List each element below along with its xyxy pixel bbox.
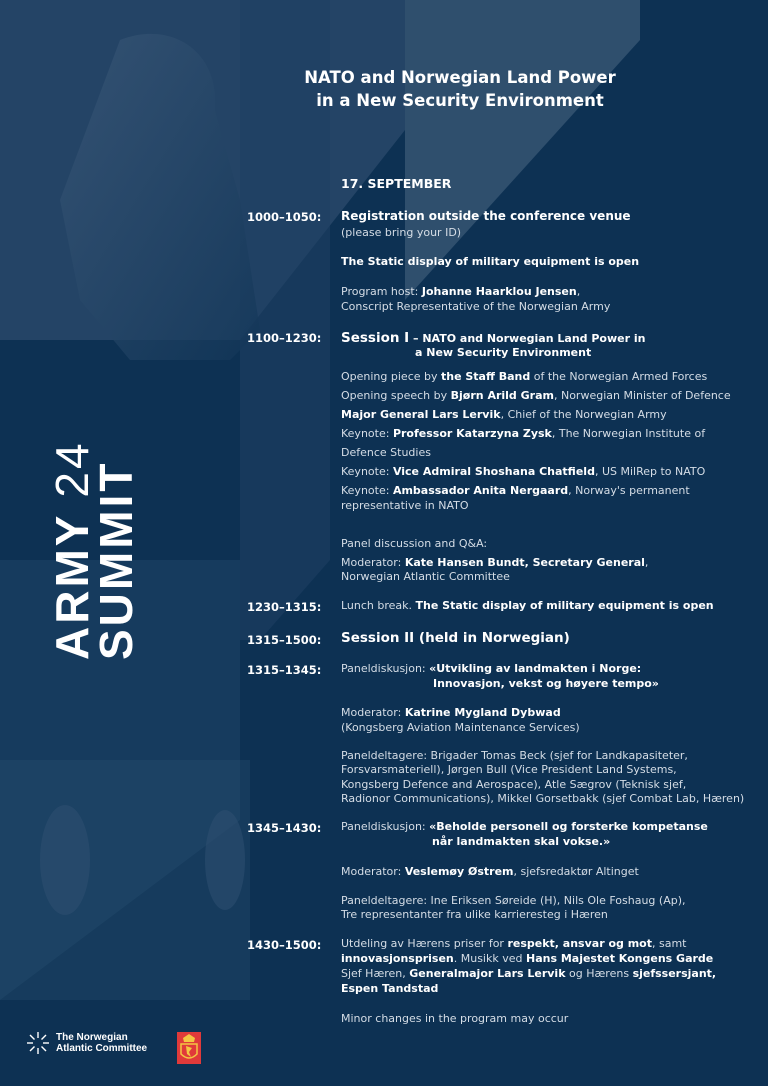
emphasis-text: «Utvikling av landmakten i Norge:: [429, 662, 642, 675]
program-line: [341, 982, 438, 995]
program-line: [432, 835, 610, 848]
body-text: , The Norwegian Institute of: [551, 427, 706, 440]
program-line: [341, 176, 451, 191]
body-text: Forsvarsmateriell), Jørgen Bull (Vice President Land Systems,: [341, 763, 677, 776]
body-text: Paneldiskusjon:: [341, 662, 430, 675]
body-text: Kongsberg Defence and Aerospace), Atle Sægrov (Teknisk sjef,: [341, 778, 687, 791]
army-summit-logo: [46, 380, 142, 660]
sunburst-icon: [26, 1031, 50, 1055]
emphasis-text: 17. SEPTEMBER: [341, 176, 452, 191]
program-line: [341, 408, 667, 421]
emphasis-text: Katrine Mygland Dybwad: [404, 706, 561, 719]
program-line: [341, 908, 608, 921]
emphasis-text: Espen Tandstad: [341, 982, 439, 995]
time-slot: 1430–1500:: [247, 938, 322, 952]
logo-year: 24: [46, 440, 98, 498]
emphasis-text: respekt, ansvar og mot: [507, 937, 652, 950]
body-text: , Chief of the Norwegian Army: [500, 408, 667, 421]
time-slot: 1315–1345:: [247, 663, 322, 677]
emphasis-text: Generalmajor Lars Lervik: [409, 967, 566, 980]
body-text: Keynote:: [341, 484, 393, 497]
program-line: [433, 677, 659, 690]
body-text: , sjefsredaktør Altinget: [513, 865, 639, 878]
program-line: [341, 865, 639, 878]
norwegian-atlantic-committee-logo: [26, 1031, 147, 1055]
program-line: [341, 706, 561, 719]
body-text: , Norwegian Minister of Defence: [553, 389, 731, 402]
emphasis-text: Veslemøy Østrem: [404, 865, 514, 878]
program-line: [341, 226, 461, 239]
body-text: Norwegian Atlantic Committee: [341, 570, 510, 583]
program-line: [341, 499, 469, 512]
event-title: [230, 66, 690, 112]
program-line: [341, 721, 580, 734]
norwegian-army-crest-icon: [177, 1032, 201, 1064]
body-text: Conscript Representative of the Norwegian Army: [341, 300, 611, 313]
emphasis-text: «Beholde personell og forsterke kompetanse: [429, 820, 708, 833]
body-text: Moderator:: [341, 556, 405, 569]
body-text: Moderator:: [341, 706, 405, 719]
emphasis-text: når landmakten skal vokse.»: [432, 835, 611, 848]
emphasis-text: Session I: [341, 330, 410, 346]
emphasis-text: Ambassador Anita Nergaard: [392, 484, 569, 497]
program-line: [341, 763, 677, 776]
body-text: Tre representanter fra ulike karrieresteg i Hæren: [341, 908, 608, 921]
program-line: [341, 662, 641, 675]
program-line: [341, 937, 687, 950]
body-text: Keynote:: [341, 465, 393, 478]
body-text: (Kongsberg Aviation Maintenance Services): [341, 721, 580, 734]
program-line: [341, 967, 716, 980]
time-slot: 1345–1430:: [247, 821, 322, 835]
body-text: , Norway's permanent: [568, 484, 690, 497]
title-line-1: NATO and Norwegian Land Power: [304, 68, 616, 87]
body-text: Panel discussion and Q&A:: [341, 537, 488, 550]
program-line: [341, 209, 631, 223]
emphasis-text: Major General Lars Lervik: [341, 408, 501, 421]
body-text: ,: [576, 285, 581, 298]
program-line: [341, 537, 487, 550]
emphasis-text: Registration outside the conference venue: [341, 209, 631, 223]
body-text: ,: [644, 556, 649, 569]
program-line: [341, 370, 707, 383]
logo-army: ARMY: [46, 513, 98, 660]
emphasis-text: sjefssersjant,: [632, 967, 717, 980]
body-text: Keynote:: [341, 427, 393, 440]
program-line: [341, 1012, 568, 1025]
body-text: Sjef Hæren,: [341, 967, 410, 980]
program-line: [341, 894, 686, 907]
body-text: Paneldiskusjon:: [341, 820, 430, 833]
time-slot: 1000–1050:: [247, 210, 322, 224]
program-line: [341, 749, 688, 762]
emphasis-text: the Staff Band: [441, 370, 531, 383]
body-text: Moderator:: [341, 865, 405, 878]
body-text: of the Norwegian Armed Forces: [530, 370, 708, 383]
program-line: [415, 346, 591, 359]
committee-line-2: Atlantic Committee: [56, 1043, 148, 1054]
emphasis-text: Session II (held in Norwegian): [341, 630, 570, 646]
body-text: Paneldeltagere: Ine Eriksen Søreide (H), Nils Ole Foshaug (Ap),: [341, 894, 686, 907]
body-text: Opening piece by: [341, 370, 441, 383]
program-line: [341, 446, 431, 459]
program-line: [341, 484, 690, 497]
body-text: Defence Studies: [341, 446, 431, 459]
program-line: [341, 255, 639, 268]
body-text: Opening speech by: [341, 389, 451, 402]
logo-summit: SUMMIT: [90, 460, 142, 660]
program-line: [341, 599, 714, 612]
emphasis-text: Hans Majestet Kongens Garde: [526, 952, 714, 965]
body-text: Lunch break.: [341, 599, 416, 612]
time-slot: 1100–1230:: [247, 331, 322, 345]
program-line: [341, 389, 731, 402]
program-line: [341, 792, 744, 805]
emphasis-text: Johanne Haarklou Jensen: [421, 285, 577, 298]
program-line: [341, 952, 713, 965]
emphasis-text: – NATO and Norwegian Land Power in: [409, 332, 646, 345]
emphasis-text: Bjørn Arild Gram: [450, 389, 554, 402]
time-slot: 1315–1500:: [247, 633, 322, 647]
program-line: [341, 570, 510, 583]
emphasis-text: Innovasjon, vekst og høyere tempo»: [433, 677, 659, 690]
program-line: [341, 556, 648, 569]
emphasis-text: Professor Katarzyna Zysk: [392, 427, 552, 440]
program-line: [341, 300, 610, 313]
body-text: , samt: [652, 937, 687, 950]
emphasis-text: The Static display of military equipment is open: [415, 599, 714, 612]
emphasis-text: a New Security Environment: [415, 346, 592, 359]
body-text: Utdeling av Hærens priser for: [341, 937, 508, 950]
program-line: [341, 427, 705, 440]
program-line: [341, 820, 708, 833]
program-line: [341, 285, 580, 298]
emphasis-text: The Static display of military equipment is open: [341, 255, 640, 268]
time-slot: 1230–1315:: [247, 600, 322, 614]
body-text: Paneldeltagere: Brigader Tomas Beck (sjef for Landkapasiteter,: [341, 749, 688, 762]
committee-line-1: The Norwegian: [56, 1032, 128, 1043]
emphasis-text: Kate Hansen Bundt, Secretary General: [404, 556, 645, 569]
body-text: (please bring your ID): [341, 226, 462, 239]
body-text: Minor changes in the program may occur: [341, 1012, 569, 1025]
emphasis-text: innovasjonsprisen: [341, 952, 454, 965]
body-text: Program host:: [341, 285, 422, 298]
emphasis-text: Vice Admiral Shoshana Chatfield: [392, 465, 595, 478]
body-text: , US MilRep to NATO: [594, 465, 706, 478]
program-line: [341, 465, 705, 478]
body-text: og Hærens: [565, 967, 633, 980]
program-line: [341, 778, 686, 791]
program-line: [341, 330, 645, 346]
body-text: Radionor Communications), Mikkel Gorsetbakk (sjef Combat Lab, Hæren): [341, 792, 745, 805]
body-text: representative in NATO: [341, 499, 469, 512]
title-line-2: in a New Security Environment: [316, 91, 604, 110]
body-text: . Musikk ved: [453, 952, 526, 965]
program-line: [341, 630, 570, 646]
